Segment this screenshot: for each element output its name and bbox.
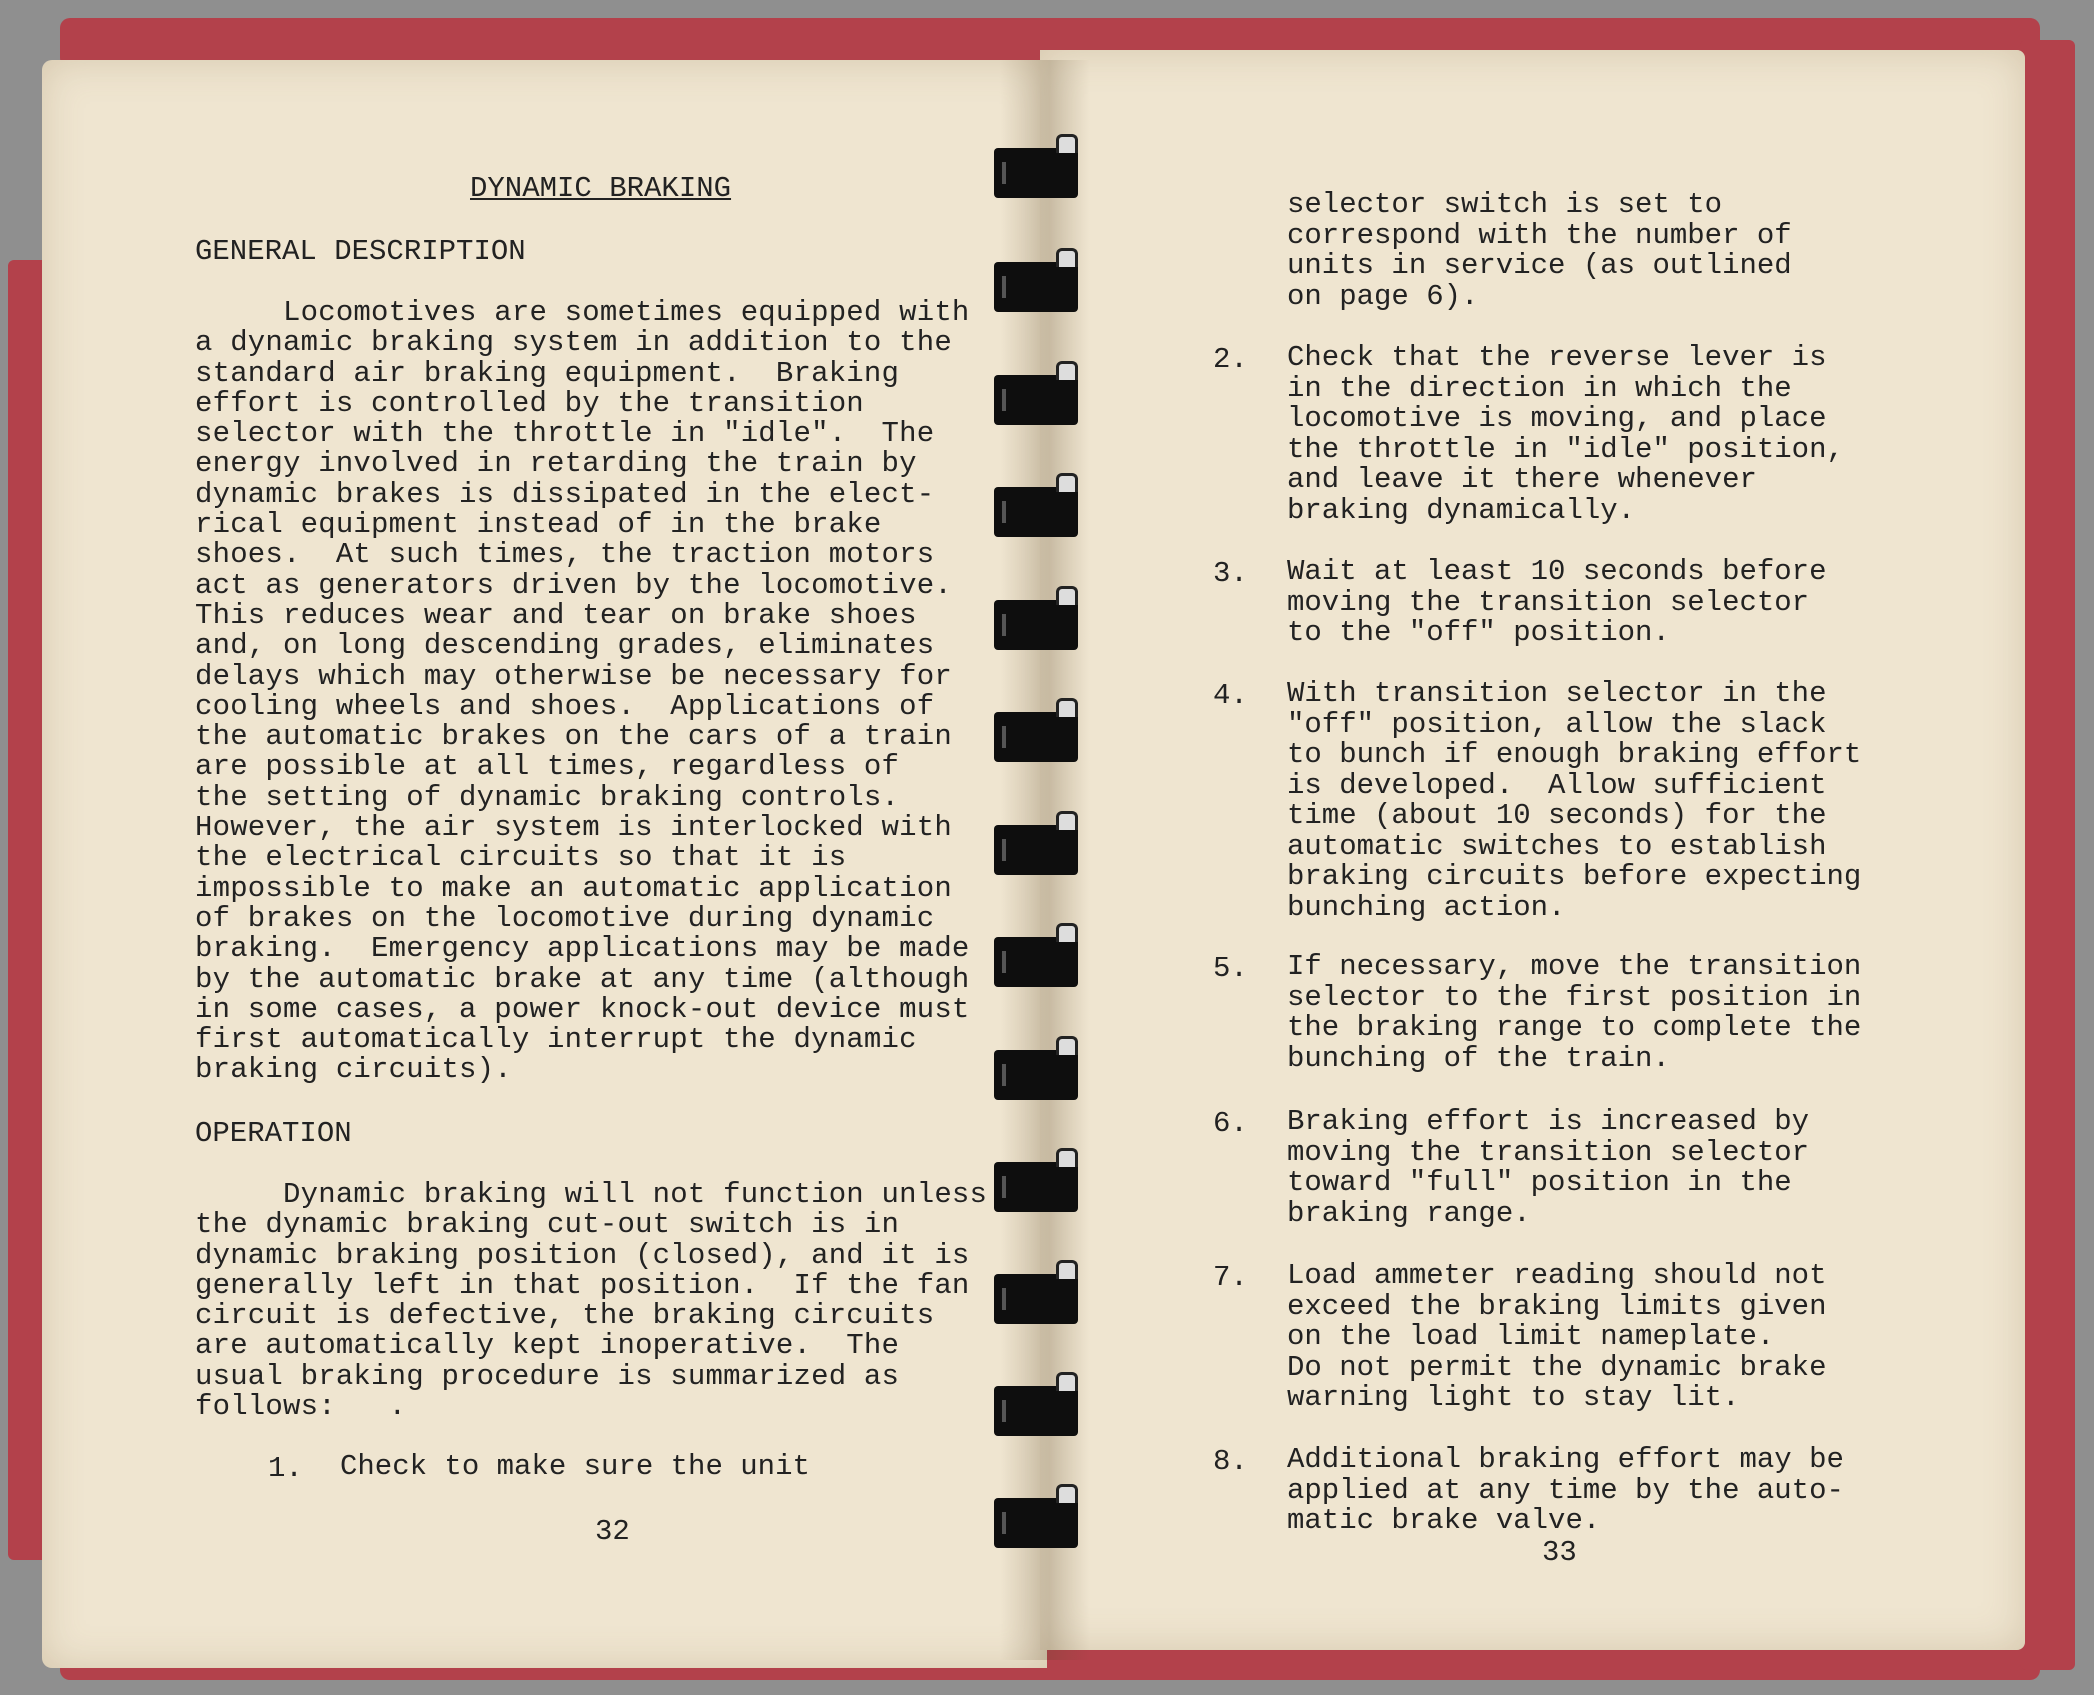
step-number: 5.: [1213, 952, 1248, 985]
text-line: This reduces wear and tear on brake shoes: [195, 598, 917, 632]
text-line: effort is controlled by the transition: [195, 386, 864, 420]
text-line: correspond with the number of: [1287, 218, 1792, 252]
text-line: the automatic brakes on the cars of a train: [195, 720, 952, 754]
text-line: braking dynamically.: [1287, 493, 1636, 527]
text-line: locomotive is moving, and place: [1287, 402, 1827, 435]
step-text: [1287, 343, 1844, 526]
binding-coil: [994, 712, 1078, 762]
step-number: 3.: [1213, 557, 1248, 590]
text-line: standard air braking equipment. Braking: [195, 356, 900, 390]
text-line: matic brake valve.: [1287, 1504, 1601, 1537]
text-line: the setting of dynamic braking controls.: [195, 780, 900, 814]
page-title: DYNAMIC BRAKING: [470, 172, 732, 205]
text-line: Locomotives are sometimes equipped with: [195, 296, 970, 329]
step-number: 7.: [1213, 1261, 1248, 1294]
text-line: bunching action.: [1287, 890, 1566, 924]
page-number-right: 33: [1542, 1536, 1577, 1569]
binding-coil: [994, 148, 1078, 198]
text-line: in the direction in which the: [1287, 371, 1792, 405]
text-line: rical equipment instead of in the brake: [195, 508, 882, 542]
step-text: [1287, 1445, 1844, 1537]
text-line: Braking effort is increased by: [1287, 1105, 1810, 1138]
text-line: and leave it there whenever: [1287, 463, 1757, 496]
binding-coil: [994, 825, 1078, 875]
text-line: first automatically interrupt the dynamic: [195, 1023, 917, 1057]
text-line: time (about 10 seconds) for the: [1287, 799, 1827, 832]
general-description-body: [195, 298, 970, 1086]
text-line: on the load limit nameplate.: [1287, 1320, 1775, 1353]
text-line: by the automatic brake at any time (although: [195, 962, 970, 996]
text-line: the braking range to complete the: [1287, 1011, 1862, 1044]
step-text: [1287, 1107, 1809, 1229]
text-line: braking circuits before expecting: [1287, 860, 1862, 893]
step-text: [1287, 1261, 1827, 1414]
text-line: on page 6).: [1287, 279, 1479, 313]
binding-coil: [994, 937, 1078, 987]
text-line: Additional braking effort may be: [1287, 1443, 1844, 1476]
binding-coil: [994, 1386, 1078, 1436]
text-line: energy involved in retarding the train by: [195, 447, 917, 481]
binding-coil: [994, 600, 1078, 650]
text-line: Do not permit the dynamic brake: [1287, 1350, 1827, 1384]
text-line: Wait at least 10 seconds before: [1287, 555, 1827, 588]
text-line: impossible to make an automatic application: [195, 871, 952, 905]
operation-body: [195, 1180, 987, 1422]
section-heading-general-description: GENERAL DESCRIPTION: [195, 235, 526, 268]
step-text: [1287, 679, 1861, 923]
text-line: warning light to stay lit.: [1287, 1381, 1740, 1414]
text-line: in some cases, a power knock-out device must: [195, 992, 970, 1026]
step-text: [1287, 557, 1827, 649]
step-number: 8.: [1213, 1445, 1248, 1478]
text-line: braking. Emergency applications may be made: [195, 932, 970, 966]
section-heading-operation: OPERATION: [195, 1117, 352, 1150]
text-line: cooling wheels and shoes. Applications of: [195, 689, 935, 723]
text-line: Dynamic braking will not function unless: [195, 1178, 988, 1211]
page-number-left: 32: [595, 1515, 630, 1548]
binding-coil: [994, 1050, 1078, 1100]
binding-coil: [994, 487, 1078, 537]
binding-coil: [994, 262, 1078, 312]
text-line: the electrical circuits so that it is: [195, 841, 847, 875]
text-line: to the "off" position.: [1287, 616, 1670, 649]
text-line: exceed the braking limits given: [1287, 1289, 1827, 1323]
continued-step-text: [1287, 190, 1792, 312]
text-line: the throttle in "idle" position,: [1287, 432, 1844, 466]
text-line: of brakes on the locomotive during dynamic: [195, 901, 935, 935]
text-line: "off" position, allow the slack: [1287, 707, 1827, 741]
step-number: 2.: [1213, 343, 1248, 376]
text-line: generally left in that position. If the fan: [195, 1268, 970, 1302]
text-line: moving the transition selector: [1287, 585, 1810, 619]
binding-coil: [994, 1498, 1078, 1548]
text-line: moving the transition selector: [1287, 1135, 1810, 1169]
text-line: are possible at all times, regardless of: [195, 750, 900, 784]
text-line: units in service (as outlined: [1287, 249, 1792, 282]
text-line: selector to the first position in: [1287, 980, 1862, 1014]
text-line: With transition selector in the: [1287, 677, 1827, 710]
text-line: is developed. Allow sufficient: [1287, 768, 1827, 802]
step-number: 4.: [1213, 679, 1248, 712]
text-line: usual braking procedure is summarized as: [195, 1359, 900, 1393]
text-line: to bunch if enough braking effort: [1287, 738, 1862, 771]
step-number: 6.: [1213, 1107, 1248, 1140]
text-line: act as generators driven by the locomotive.: [195, 568, 952, 602]
step-text: [1287, 952, 1861, 1074]
step-text: Check to make sure the unit: [340, 1450, 810, 1483]
text-line: However, the air system is interlocked with: [195, 811, 952, 845]
text-line: circuit is defective, the braking circuits: [195, 1299, 935, 1333]
text-line: the dynamic braking cut-out switch is in: [195, 1208, 900, 1242]
text-line: bunching of the train.: [1287, 1041, 1670, 1075]
text-line: Check that the reverse lever is: [1287, 341, 1827, 374]
text-line: dynamic brakes is dissipated in the elect-: [195, 477, 935, 511]
text-line: braking range.: [1287, 1196, 1531, 1230]
text-line: selector switch is set to: [1287, 188, 1723, 221]
step-number: 1.: [268, 1452, 303, 1485]
binding-coil: [994, 1162, 1078, 1212]
text-line: and, on long descending grades, eliminates: [195, 629, 935, 663]
text-line: automatic switches to establish: [1287, 829, 1827, 863]
text-line: delays which may otherwise be necessary for: [195, 659, 952, 693]
text-line: braking circuits).: [195, 1053, 512, 1087]
book-cover-right-edge: [2020, 40, 2075, 1670]
text-line: applied at any time by the auto-: [1287, 1473, 1844, 1507]
text-line: Load ammeter reading should not: [1287, 1259, 1827, 1292]
binding-coil: [994, 375, 1078, 425]
text-line: toward "full" position in the: [1287, 1166, 1792, 1199]
text-line: dynamic braking position (closed), and it is: [195, 1238, 970, 1272]
text-line: If necessary, move the transition: [1287, 950, 1862, 983]
text-line: shoes. At such times, the traction motors: [195, 538, 935, 572]
binding-coil: [994, 1274, 1078, 1324]
text-line: follows: .: [195, 1390, 407, 1424]
text-line: selector with the throttle in "idle". The: [195, 417, 935, 451]
text-line: a dynamic braking system in addition to the: [195, 326, 952, 360]
text-line: are automatically kept inoperative. The: [195, 1329, 900, 1363]
